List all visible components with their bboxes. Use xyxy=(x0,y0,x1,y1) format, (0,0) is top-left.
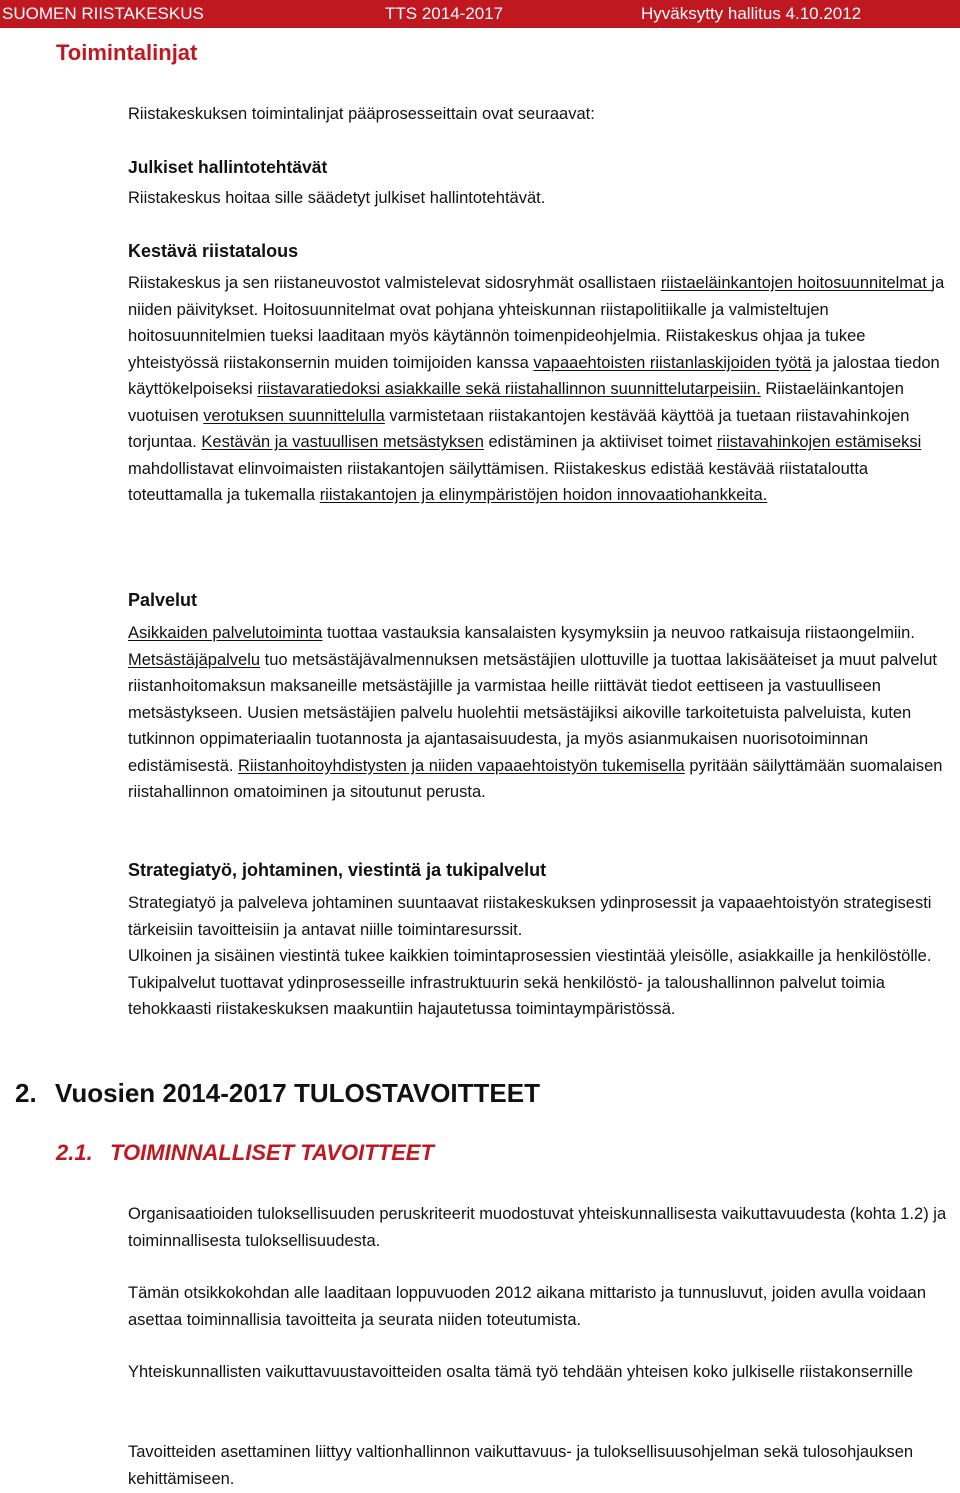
paragraph-julkiset: Riistakeskus hoitaa sille säädetyt julkiset hallintotehtävät. xyxy=(128,189,546,207)
goals-paragraph-1: Organisaatioiden tuloksellisuuden peruskriteerit muodostuvat yhteiskunnallisesta vaikuttavuudesta (kohta 1.2) ja toiminnallisesta tuloksellisuudesta. xyxy=(128,1205,947,1250)
heading-julkiset: Julkiset hallintotehtävät xyxy=(128,157,328,177)
underlined-link-riistanlaskijat[interactable]: vapaaehtoisten riistanlaskijoiden työtä xyxy=(533,353,812,372)
underlined-link-innovaatiohankkeet[interactable]: riistakantojen ja elinympäristöjen hoidon innovaatiohankkeita. xyxy=(319,486,768,504)
underlined-link-metsastys[interactable]: Kestävän ja vastuullisen metsästyksen xyxy=(201,433,484,451)
text-run: Riistakeskus ja sen riistaneuvostot valmistelevat sidosryhmät osallistaen xyxy=(128,274,661,292)
text-run: tuo metsästäjävalmennuksen metsästäjien ulottuville ja tuottaa lakisääteiset ja muut palvelut riistanhoitomaksun maksaneille metsästäjille ja varmistaa heille riittävät tiedot eettiseen ja vastuulliseen metsästykseen. Uusien metsästäjien palvelu huolehtii metsästäjiksi aikoville tarkoitetuista palveluista, kuten tutkinnon oppimateriaalin tuotannosta ja ajantasaisuudesta, ja myös asianmukaisen nuorisotoiminnan edistämisestä. xyxy=(128,650,937,775)
underlined-link-metsastajapalvelu[interactable]: Metsästäjäpalvelu xyxy=(128,650,261,669)
chapter-2-1-heading xyxy=(56,1138,434,1168)
underlined-link-hoitosuunnitelmat[interactable]: riistaeläinkantojen hoitosuunnitelmat xyxy=(660,274,932,292)
page-header xyxy=(0,0,960,28)
underlined-link-riistavahingot[interactable]: riistavahinkojen estämiseksi xyxy=(716,433,922,451)
underlined-link-riistanhoitoyhdistykset[interactable]: Riistanhoitoyhdistysten ja niiden vapaaehtoistyön tukemisella xyxy=(238,756,685,775)
strategia-line-1: Strategiatyö ja palveleva johtaminen suuntaavat riistakeskuksen ydinprosessit ja vapaaehtoistyön strategisesti tärkeisiin tavoitteisiin ja antavat niille toimintaresurssit. xyxy=(128,894,932,939)
paragraph-strategia xyxy=(128,890,954,1023)
text-run: edistäminen ja aktiiviset toimet xyxy=(483,433,717,451)
text-run: ja jalostaa tiedon käyttökelpoiseksi xyxy=(128,353,940,398)
heading-kestava: Kestävä riistatalous xyxy=(128,241,299,261)
strategia-line-2: Ulkoinen ja sisäinen viestintä tukee kaikkien toimintaprosessien viestintää yleisölle, asiakkaille ja henkilöstölle. Tukipalvelut tuottavat ydinprosesseille infrastruktuurin sekä henkilöstö- ja taloushallinnon palvelut toimia tehokkaasti riistakeskuksen maakuntiin hajautetussa toimintaympäristössä. xyxy=(128,947,932,1018)
underlined-link-verotus[interactable]: verotuksen suunnittelulla xyxy=(203,406,385,425)
text-run: varmistetaan riistakantojen kestävää käyttöä ja tuetaan riistavahinkojen torjuntaa. xyxy=(128,406,910,451)
header-document-id: TTS 2014-2017 xyxy=(385,4,504,23)
paragraph-kestava xyxy=(128,270,954,509)
section-title: Toimintalinjat xyxy=(56,40,198,65)
heading-strategia: Strategiatyö, johtaminen, viestintä ja tukipalvelut xyxy=(128,860,547,880)
chapter-2-number: 2. xyxy=(15,1078,37,1108)
underlined-link-riistavaratiedot[interactable]: riistavaratiedoksi asiakkaille sekä riistahallinnon suunnittelutarpeisiin. xyxy=(257,380,761,398)
intro-paragraph: Riistakeskuksen toimintalinjat pääprosesseittain ovat seuraavat: xyxy=(128,105,595,123)
text-run: tuottaa vastauksia kansalaisten kysymyksiin ja neuvoo ratkaisuja riistaongelmiin. xyxy=(322,624,915,642)
paragraph-palvelut xyxy=(128,620,954,806)
text-run: Riistaeläinkantojen vuotuisen xyxy=(128,380,904,425)
chapter-2-1-number: 2.1. xyxy=(56,1140,93,1165)
text-run: mahdollistavat elinvoimaisten riistakantojen säilyttämisen. Riistakeskus edistää kestävää riistataloutta toteuttamalla ja tukemalla xyxy=(128,459,869,504)
heading-palvelut: Palvelut xyxy=(128,590,198,610)
goals-paragraph-2: Tämän otsikkokohdan alle laaditaan loppuvuoden 2012 aikana mittaristo ja tunnusluvut, joiden avulla voidaan asettaa toiminnallisia tavoitteita ja seurata niiden toteutumista. xyxy=(128,1284,927,1329)
header-approval-note: Hyväksytty hallitus 4.10.2012 xyxy=(641,4,862,23)
text-run: pyritään säilyttämään suomalaisen riistahallinnon omatoiminen ja sitoutunut perusta. xyxy=(128,756,943,801)
underlined-link-asiakaspalvelu[interactable]: Asikkaiden palvelutoiminta xyxy=(128,624,323,642)
text-run: ja niiden päivitykset. Hoitosuunnitelmat ovat pohjana yhteiskunnan riistapolitiikalle ja valmisteltujen hoitosuunnitelmien tueksi laaditaan myös käytännön toimenpideohjelmia. Riistakeskus ohjaa ja tukee yhteistyössä riistakonsernin muiden toimijoiden kanssa xyxy=(128,274,945,372)
goals-paragraph-4: Tavoitteiden asettaminen liittyy valtionhallinnon vaikuttavuus- ja tuloksellisuusohjelman sekä tulosohjauksen kehittämiseen. xyxy=(128,1443,914,1488)
chapter-2-title: Vuosien 2014-2017 TULOSTAVOITTEET xyxy=(55,1078,540,1108)
header-organization: SUOMEN RIISTAKESKUS xyxy=(2,4,204,23)
goals-paragraph-3: Yhteiskunnallisten vaikuttavuustavoitteiden osalta tämä työ tehdään yhteisen koko julkiselle riistakonsernille xyxy=(128,1363,914,1381)
chapter-2-heading xyxy=(15,1076,540,1110)
chapter-2-1-title: TOIMINNALLISET TAVOITTEET xyxy=(110,1140,434,1165)
